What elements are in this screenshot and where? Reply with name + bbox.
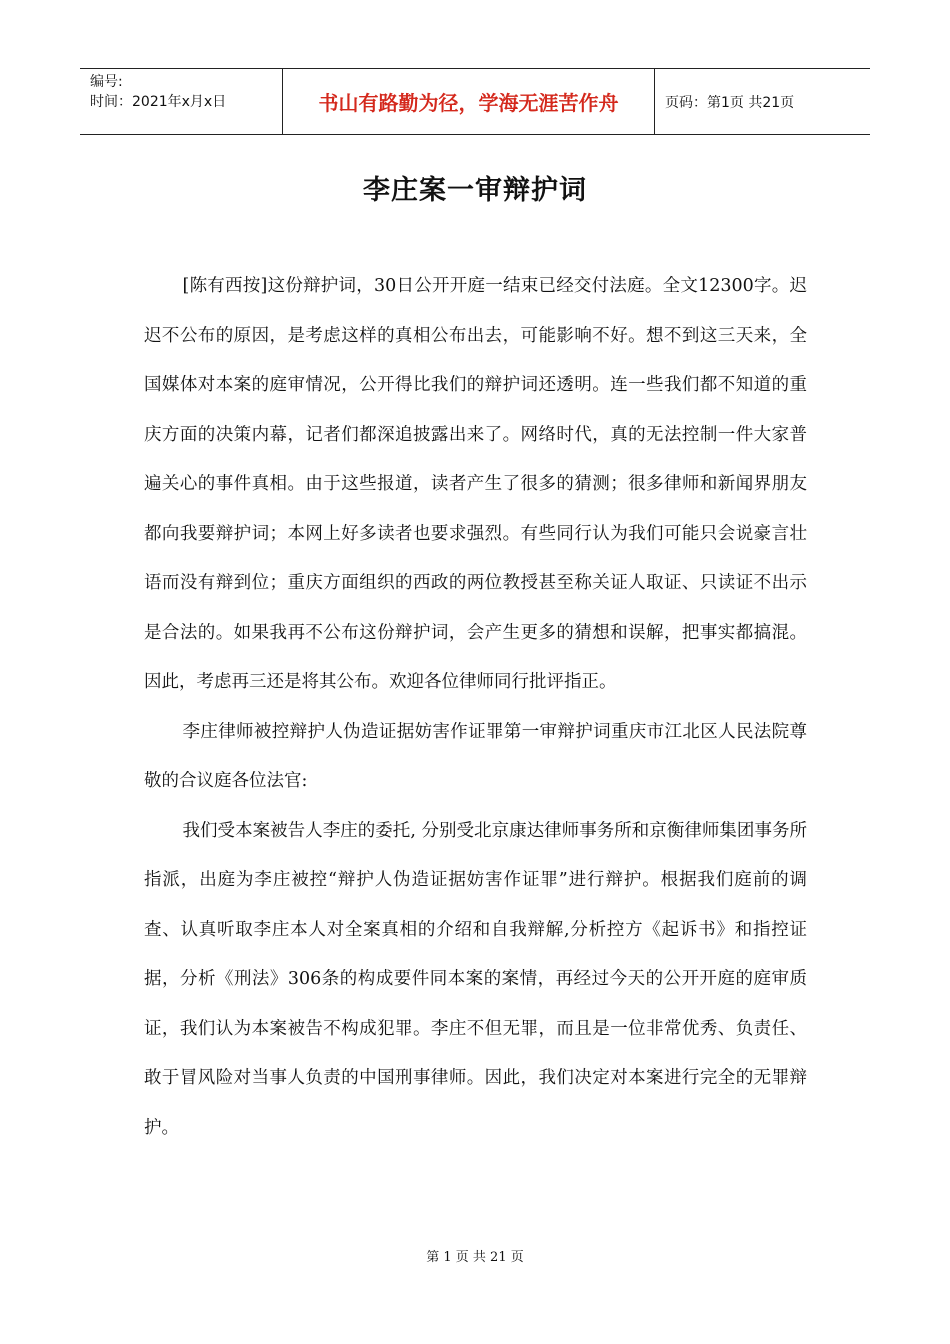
paragraph: [陈有西按]这份辩护词，30日公开开庭一结束已经交付法庭。全文12300字。迟迟不公布的原因，是考虑这样的真相公布出去，可能影响不好。想不到这三天来，全国媒体对本案的庭审情况，公开得比我们的辩护词还透明。连一些我们都不知道的重庆方面的决策内幕，记者们都深追披露出来了。网络时代，真的无法控制一件大家普遍关心的事件真相。由于这些报道，读者产生了很多的猜测；很多律师和新闻界朋友都向我要辩护词；本网上好多读者也要求强烈。有些同行认为我们可能只会说豪言壮语而没有辩到位；重庆方面组织的西政的两位教授甚至称关证人取证、只读证不出示是合法的。如果我再不公布这份辩护词，会产生更多的猜想和误解，把事实都搞混。因此，考虑再三还是将其公布。欢迎各位律师同行批评指正。 bbox=[144, 276, 807, 692]
header-page-info bbox=[655, 69, 870, 134]
document-header bbox=[80, 68, 870, 135]
page-footer: 第 1 页 共 21 页 bbox=[426, 1250, 524, 1265]
document-body bbox=[144, 262, 807, 1153]
header-meta bbox=[80, 69, 282, 134]
paragraph: 李庄律师被控辩护人伪造证据妨害作证罪第一审辩护词重庆市江北区人民法院尊敬的合议庭各位法官: bbox=[144, 721, 807, 791]
time-label: 时间：2021年x月x日 bbox=[90, 94, 227, 110]
document-title: 李庄案一审辩护词 bbox=[363, 175, 587, 206]
header-motto bbox=[282, 69, 655, 134]
paragraph: 我们受本案被告人李庄的委托, 分别受北京康达律师事务所和京衡律师集团事务所指派，出庭为李庄被控“辩护人伪造证据妨害作证罪”进行辩护。根据我们庭前的调查、认真听取李庄本人对全案真相的介绍和自我辩解,分析控方《起诉书》和指控证据，分析《刑法》306条的构成要件同本案的案情，再经过今天的公开开庭的庭审质证，我们认为本案被告不构成犯罪。李庄不但无罪，而且是一位非常优秀、负责任、敢于冒风险对当事人负责的中国刑事律师。因此，我们决定对本案进行完全的无罪辩护。 bbox=[144, 820, 807, 1138]
page-info-text: 页码：第1页 共21页 bbox=[665, 94, 795, 111]
number-label: 编号: bbox=[90, 74, 123, 90]
motto-text: 书山有路勤为径，学海无涯苦作舟 bbox=[318, 91, 619, 115]
